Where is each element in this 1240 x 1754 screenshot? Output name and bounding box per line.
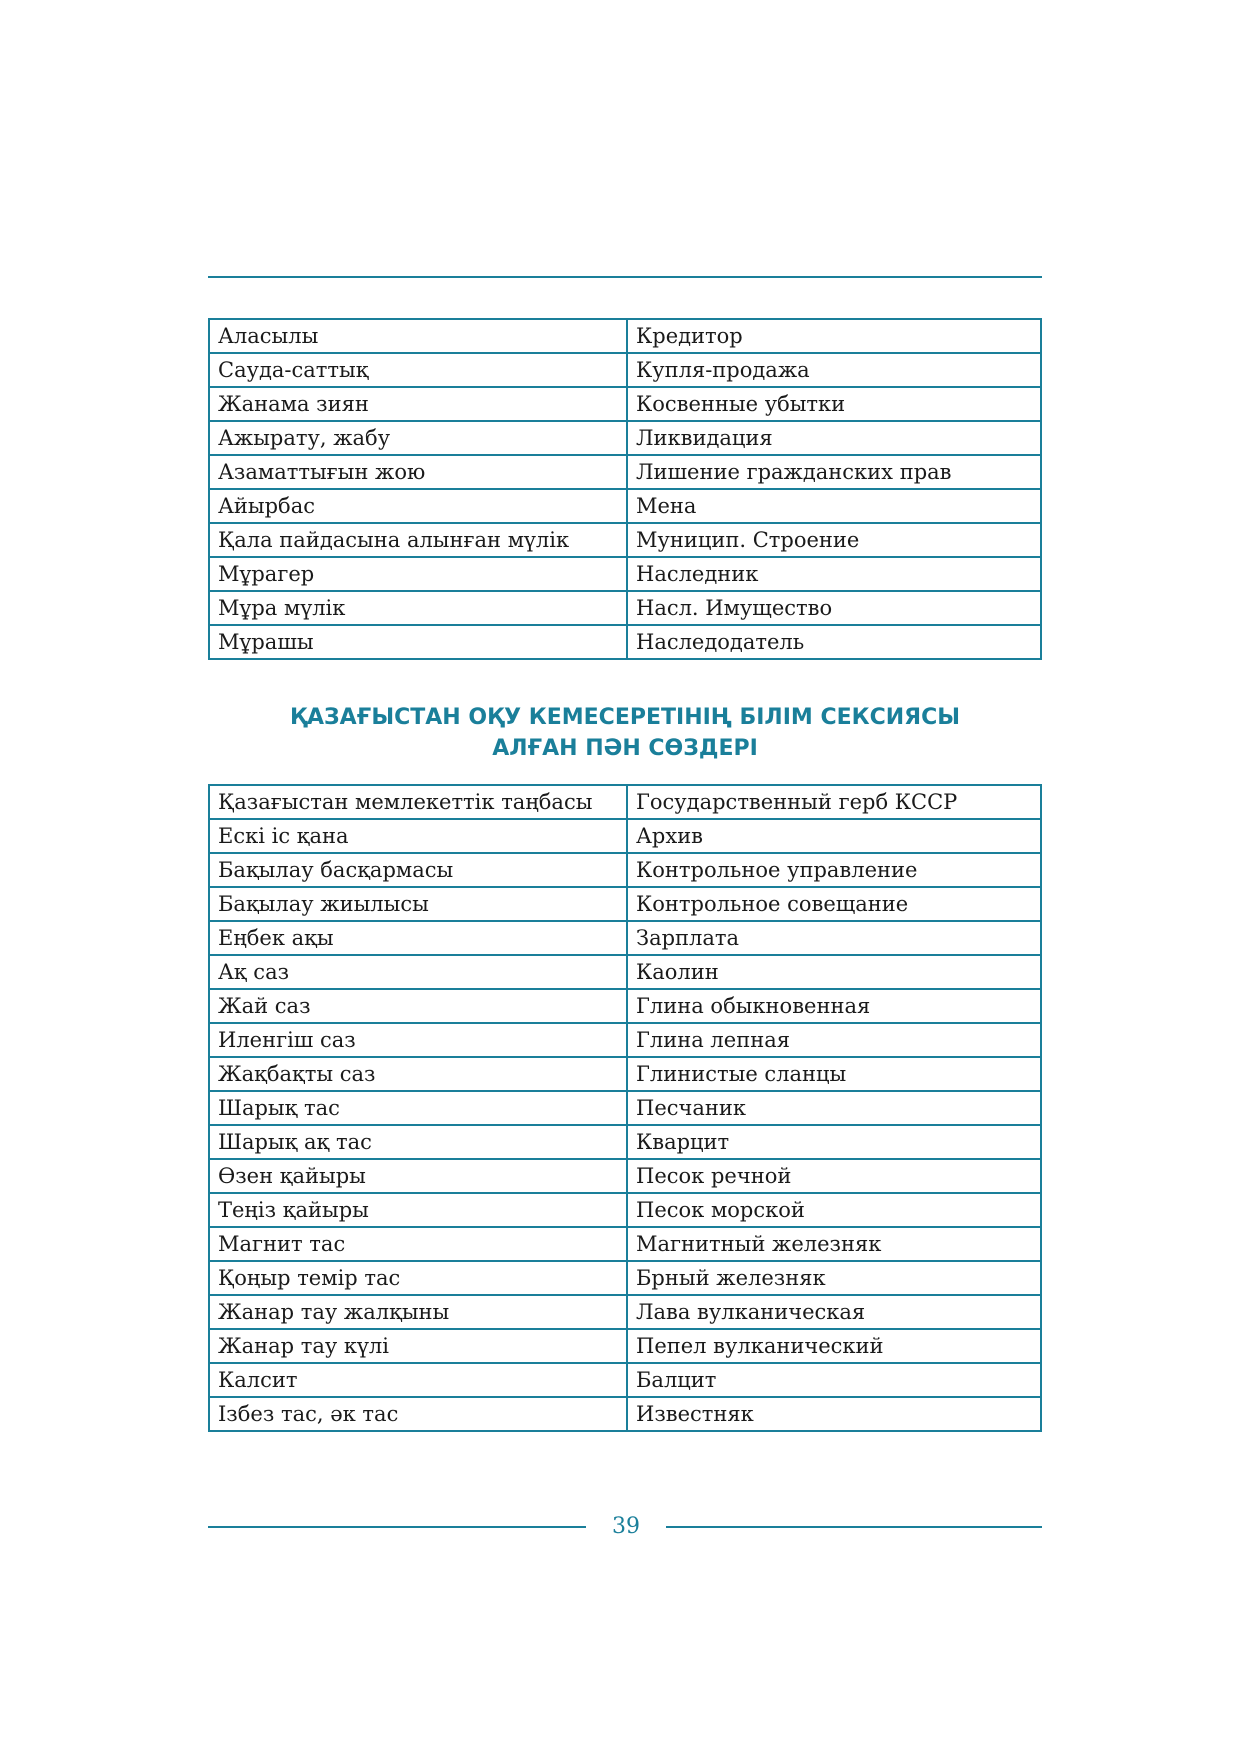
term-kazakh: Бақылау басқармасы: [209, 853, 627, 887]
term-russian: Кварцит: [627, 1125, 1041, 1159]
term-russian: Глинистые сланцы: [627, 1057, 1041, 1091]
term-russian: Брный железняк: [627, 1261, 1041, 1295]
table-row: [209, 887, 1041, 921]
table-row: [209, 455, 1041, 489]
term-kazakh: Өзен қайыры: [209, 1159, 627, 1193]
term-kazakh: Шарық тас: [209, 1091, 627, 1125]
term-kazakh: Айырбас: [209, 489, 627, 523]
term-russian: Наследник: [627, 557, 1041, 591]
term-kazakh: Жанама зиян: [209, 387, 627, 421]
table-row: [209, 1193, 1041, 1227]
table-row: [209, 625, 1041, 659]
term-kazakh: Жай саз: [209, 989, 627, 1023]
section-heading-line-1: ҚАЗАҒЫСТАН ОҚУ КЕМЕСЕРЕТІНІҢ БІЛІМ СЕКСИЯСЫ: [289, 705, 961, 730]
section-heading: [208, 702, 1042, 764]
table-row: [209, 1363, 1041, 1397]
table-row: [209, 1023, 1041, 1057]
term-russian: Насл. Имущество: [627, 591, 1041, 625]
table-row: [209, 489, 1041, 523]
table-row: [209, 853, 1041, 887]
term-kazakh: Магнит тас: [209, 1227, 627, 1261]
term-russian: Песчаник: [627, 1091, 1041, 1125]
table-row: [209, 591, 1041, 625]
term-russian: Лава вулканическая: [627, 1295, 1041, 1329]
term-kazakh: Калсит: [209, 1363, 627, 1397]
table-row: [209, 557, 1041, 591]
table-row: [209, 1295, 1041, 1329]
term-russian: Песок речной: [627, 1159, 1041, 1193]
table-row: [209, 1091, 1041, 1125]
term-kazakh: Азаматтығын жою: [209, 455, 627, 489]
term-kazakh: Ақ саз: [209, 955, 627, 989]
term-russian: Контрольное управление: [627, 853, 1041, 887]
table-row: [209, 785, 1041, 819]
page-footer: [208, 1512, 1042, 1542]
table-row: [209, 1261, 1041, 1295]
table-row: [209, 1397, 1041, 1431]
table-row: [209, 1057, 1041, 1091]
footer-rule-left: [208, 1526, 586, 1528]
term-kazakh: Сауда-саттық: [209, 353, 627, 387]
glossary-table-1-body: [209, 319, 1041, 659]
term-russian: Магнитный железняк: [627, 1227, 1041, 1261]
table-row: [209, 921, 1041, 955]
term-russian: Зарплата: [627, 921, 1041, 955]
table-row: [209, 1125, 1041, 1159]
table-row: [209, 1329, 1041, 1363]
term-kazakh: Мұрашы: [209, 625, 627, 659]
term-russian: Балцит: [627, 1363, 1041, 1397]
table-row: [209, 1227, 1041, 1261]
term-russian: Государственный герб КССР: [627, 785, 1041, 819]
term-kazakh: Қазағыстан мемлекеттік таңбасы: [209, 785, 627, 819]
term-kazakh: Аласылы: [209, 319, 627, 353]
term-kazakh: Ізбез тас, әк тас: [209, 1397, 627, 1431]
footer-rule-right: [666, 1526, 1042, 1528]
term-russian: Пепел вулканический: [627, 1329, 1041, 1363]
term-kazakh: Жанар тау күлі: [209, 1329, 627, 1363]
term-russian: Косвенные убытки: [627, 387, 1041, 421]
table-row: [209, 319, 1041, 353]
term-russian: Известняк: [627, 1397, 1041, 1431]
term-kazakh: Жанар тау жалқыны: [209, 1295, 627, 1329]
term-russian: Глина лепная: [627, 1023, 1041, 1057]
table-row: [209, 387, 1041, 421]
term-kazakh: Теңіз қайыры: [209, 1193, 627, 1227]
term-kazakh: Ескі іс қана: [209, 819, 627, 853]
term-kazakh: Шарық ақ тас: [209, 1125, 627, 1159]
term-kazakh: Бақылау жиылысы: [209, 887, 627, 921]
table-row: [209, 955, 1041, 989]
term-russian: Лишение гражданских прав: [627, 455, 1041, 489]
term-russian: Купля-продажа: [627, 353, 1041, 387]
term-russian: Каолин: [627, 955, 1041, 989]
glossary-table-2-body: [209, 785, 1041, 1431]
term-russian: Контрольное совещание: [627, 887, 1041, 921]
term-kazakh: Еңбек ақы: [209, 921, 627, 955]
term-russian: Кредитор: [627, 319, 1041, 353]
page-number: 39: [612, 1514, 640, 1539]
term-kazakh: Иленгіш саз: [209, 1023, 627, 1057]
term-russian: Наследодатель: [627, 625, 1041, 659]
term-kazakh: Қоңыр темір тас: [209, 1261, 627, 1295]
section-heading-line-2: АЛҒАН ПӘН СӨЗДЕРІ: [492, 736, 758, 761]
glossary-table-2: [208, 784, 1042, 1432]
term-russian: Песок морской: [627, 1193, 1041, 1227]
term-russian: Ликвидация: [627, 421, 1041, 455]
term-kazakh: Мұрагер: [209, 557, 627, 591]
term-russian: Глина обыкновенная: [627, 989, 1041, 1023]
term-kazakh: Қала пайдасына алынған мүлік: [209, 523, 627, 557]
term-kazakh: Жақбақты саз: [209, 1057, 627, 1091]
table-row: [209, 1159, 1041, 1193]
table-row: [209, 353, 1041, 387]
table-row: [209, 421, 1041, 455]
term-russian: Муницип. Строение: [627, 523, 1041, 557]
glossary-table-1: [208, 318, 1042, 660]
term-russian: Архив: [627, 819, 1041, 853]
table-row: [209, 989, 1041, 1023]
header-rule: [208, 276, 1042, 278]
term-kazakh: Ажырату, жабу: [209, 421, 627, 455]
table-row: [209, 819, 1041, 853]
term-russian: Мена: [627, 489, 1041, 523]
term-kazakh: Мұра мүлік: [209, 591, 627, 625]
table-row: [209, 523, 1041, 557]
